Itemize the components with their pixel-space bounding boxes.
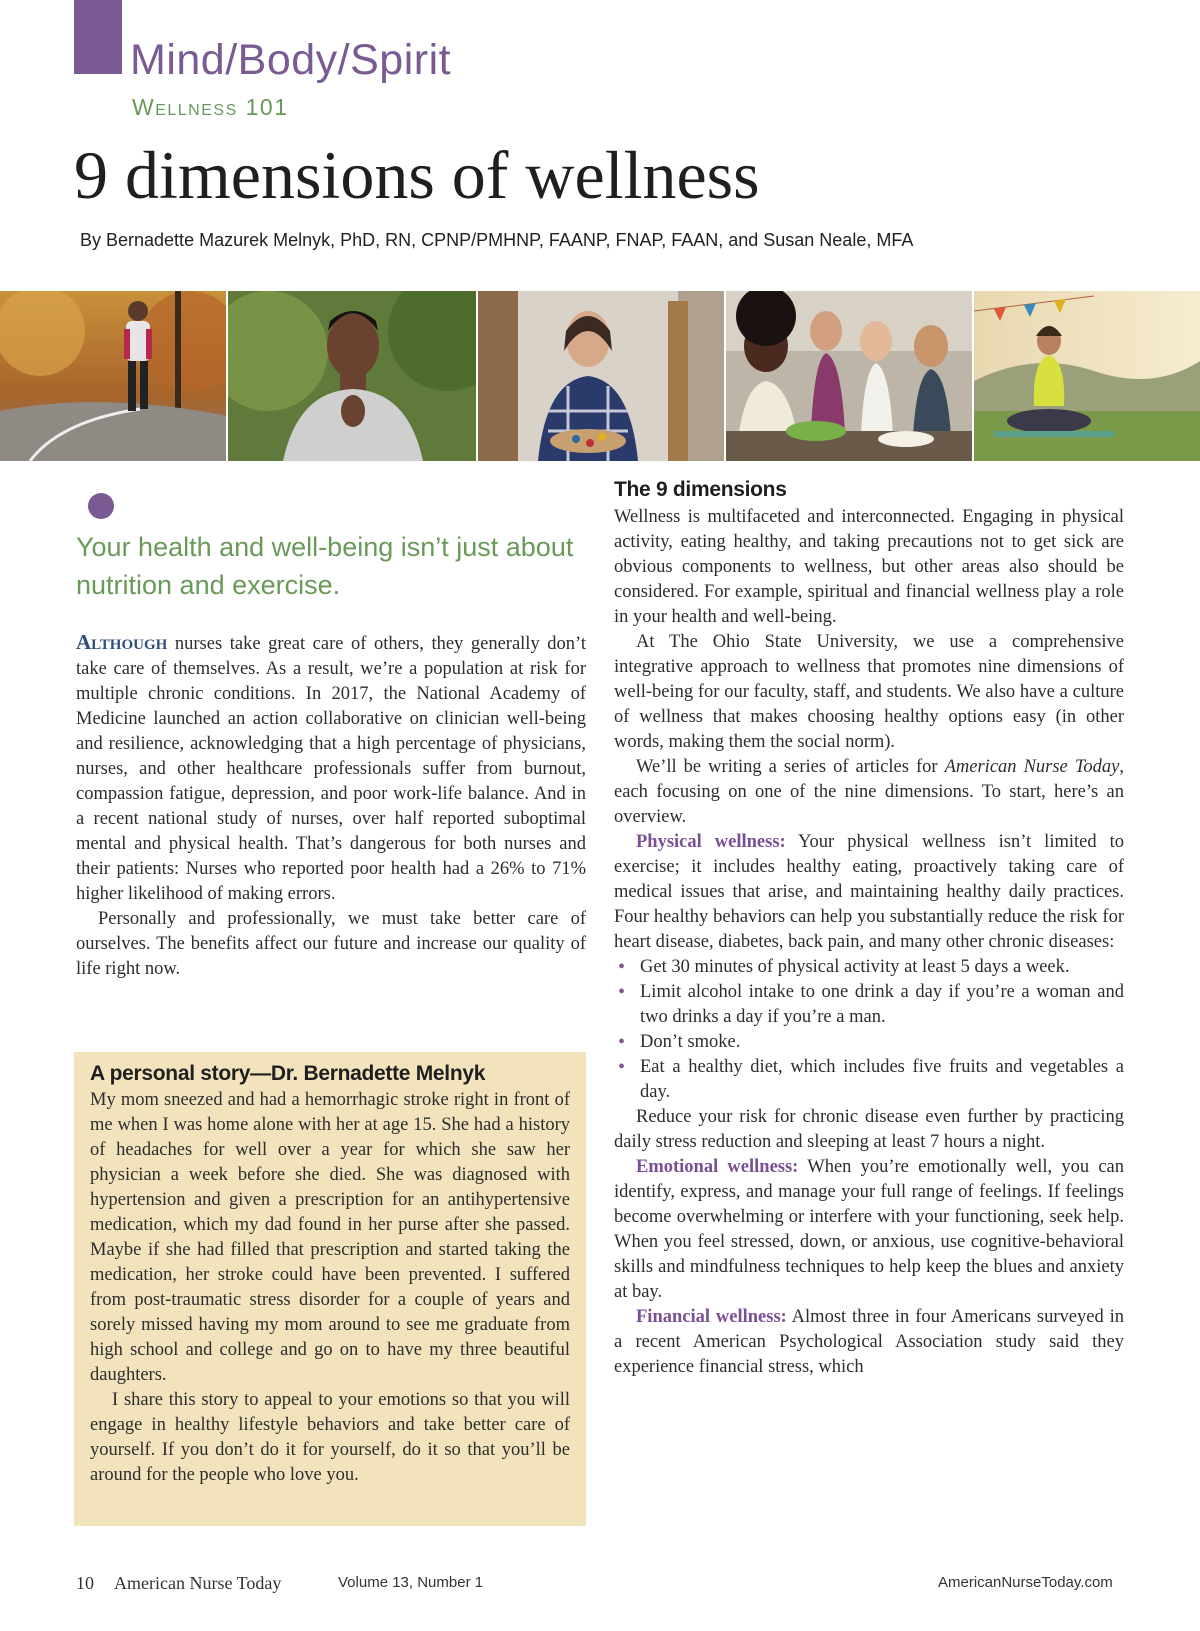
emotional-wellness-term: Emotional wellness: bbox=[636, 1157, 799, 1177]
story-paragraph-1: My mom sneezed and had a hemorrhagic stroke right in front of me when I was home alone with her at age 15. She had a history of headaches for well over a year for which she saw her physician a week before she died. She was diagnosed with hypertension and given a prescription for an antihypertensive medication, which my dad found in her purse after she passed. Maybe if she had filled that prescription and started taking the medication, her stroke could have been prevented. I suffered from post-traumatic stress disorder for a couple of years and sorely missed having my mom around to see me graduate from high school and college and go on to have my three beautiful daughters. bbox=[90, 1090, 570, 1385]
p3-start: We’ll be writing a series of articles for bbox=[636, 757, 945, 777]
dimensions-paragraph-1: Wellness is multifaceted and interconnected. Engaging in physical activity, eating healthy, and taking precautions not to get sick are obvious components to wellness, but other areas also should be considered. For example, spiritual and financial wellness play a role in your health and well-being. bbox=[614, 507, 1124, 627]
footer-magazine-name: American Nurse Today bbox=[114, 1573, 282, 1593]
pull-quote: Your health and well-being isn’t just about nutrition and exercise. bbox=[76, 532, 574, 600]
emotional-wellness-text: When you’re emotionally well, you can identify, express, and manage your full range of feelings. If feelings become overwhelming or interfere with your functioning, seek help. When you feel stressed, down, or anxious, use cognitive-behavioral skills and mindfulness techniques to help keep the blues and anxiety at bay. bbox=[614, 1157, 1124, 1302]
magazine-name: American Nurse Today bbox=[944, 757, 1120, 777]
healthy-behaviors-list bbox=[614, 955, 1124, 1105]
yoga-woman-photo bbox=[974, 291, 1200, 461]
list-item: • Eat a healthy diet, which includes five fruits and vegetables a day. bbox=[640, 1055, 1124, 1105]
physical-wellness-term: Physical wellness: bbox=[636, 832, 786, 852]
financial-wellness-text: Almost three in four Americans surveyed in a recent American Psychological Association study said they experience financial stress, which bbox=[614, 1307, 1124, 1377]
list-item: • Limit alcohol intake to one drink a day if you’re a woman and two drinks a day if you’re a man. bbox=[640, 980, 1124, 1030]
p3-end: , each focusing on one of the nine dimensions. To start, here’s an overview. bbox=[614, 757, 1124, 827]
physical-wellness-text: Your physical wellness isn’t limited to exercise; it includes healthy eating, proactively taking care of medical issues that arise, and maintaining healthy daily practices. Four healthy behaviors can help you substantially reduce the risk for heart disease, diabetes, back pain, and many other chronic diseases: bbox=[614, 832, 1125, 952]
section-color-bar bbox=[74, 0, 122, 74]
meditating-woman-photo bbox=[228, 291, 478, 461]
risk-reduction-paragraph: Reduce your risk for chronic disease even further by practicing daily stress reduction and sleeping at least 7 hours a night. bbox=[614, 1107, 1124, 1152]
financial-wellness-paragraph bbox=[614, 1305, 1124, 1380]
footer-volume: Volume 13, Number 1 bbox=[338, 1574, 484, 1591]
intro-paragraph-1 bbox=[76, 630, 586, 907]
page-title: 9 dimensions of wellness bbox=[74, 137, 760, 213]
dimensions-paragraph-2: At The Ohio State University, we use a comprehensive integrative approach to wellness that promotes nine dimensions of well-being for our faculty, staff, and students. We also have a culture of wellness that makes choosing healthy options easy (in other words, making them the social norm). bbox=[614, 632, 1124, 752]
dimensions-column bbox=[614, 478, 1124, 1380]
personal-story-sidebar bbox=[74, 1052, 586, 1526]
section-subtitle: Wellness 101 bbox=[132, 94, 289, 120]
intro-paragraph-1-text: nurses take great care of others, they generally don’t take care of themselves. As a result, we’re a population at risk for multiple chronic conditions. In 2017, the National Academy of Medicine launched an action collaborative on clinician well-being and resilience, acknowledging that a high percentage of physicians, nurses, and other healthcare professionals suffer from burnout, compassion fatigue, depression, and poor work-life balance. And in a recent national study of nurses, over half reported suboptimal mental and physical health. That’s dangerous for both nurses and their patients: Nurses who reported poor health had a 26% to 71% higher likelihood of making errors. bbox=[76, 634, 586, 904]
women-dinner-photo bbox=[726, 291, 974, 461]
list-item: • Get 30 minutes of physical activity at least 5 days a week. bbox=[640, 955, 1124, 980]
photo-strip bbox=[0, 291, 1200, 461]
story-heading: A personal story—Dr. Bernadette Melnyk bbox=[90, 1062, 486, 1085]
emotional-wellness-paragraph bbox=[614, 1155, 1124, 1305]
financial-wellness-term: Financial wellness: bbox=[636, 1307, 787, 1327]
jogging-woman-photo bbox=[0, 291, 228, 461]
painting-woman-photo bbox=[478, 291, 726, 461]
footer-website-link[interactable]: AmericanNurseToday.com bbox=[938, 1574, 1113, 1591]
lead-word: Although bbox=[76, 630, 168, 654]
dimensions-heading: The 9 dimensions bbox=[614, 478, 787, 501]
page-number: 10 bbox=[76, 1573, 94, 1593]
intro-paragraph-2: Personally and professionally, we must take better care of ourselves. The benefits affect our future and increase our quality of life right now. bbox=[76, 909, 586, 979]
dimensions-paragraph-3 bbox=[614, 755, 1124, 830]
physical-wellness-paragraph bbox=[614, 830, 1124, 955]
story-paragraph-2: I share this story to appeal to your emotions so that you will engage in healthy lifestyle behaviors and take better care of yourself. If you don’t do it for yourself, do it so that you’ll be around for the people who love you. bbox=[90, 1390, 570, 1485]
byline: By Bernadette Mazurek Melnyk, PhD, RN, CPNP/PMHNP, FAANP, FNAP, FAAN, and Susan Neale, MFA bbox=[80, 230, 914, 250]
list-item: • Don’t smoke. bbox=[640, 1030, 1124, 1055]
section-title: Mind/Body/Spirit bbox=[130, 36, 452, 84]
intro-text bbox=[76, 630, 586, 982]
pull-quote-bullet bbox=[88, 493, 114, 519]
